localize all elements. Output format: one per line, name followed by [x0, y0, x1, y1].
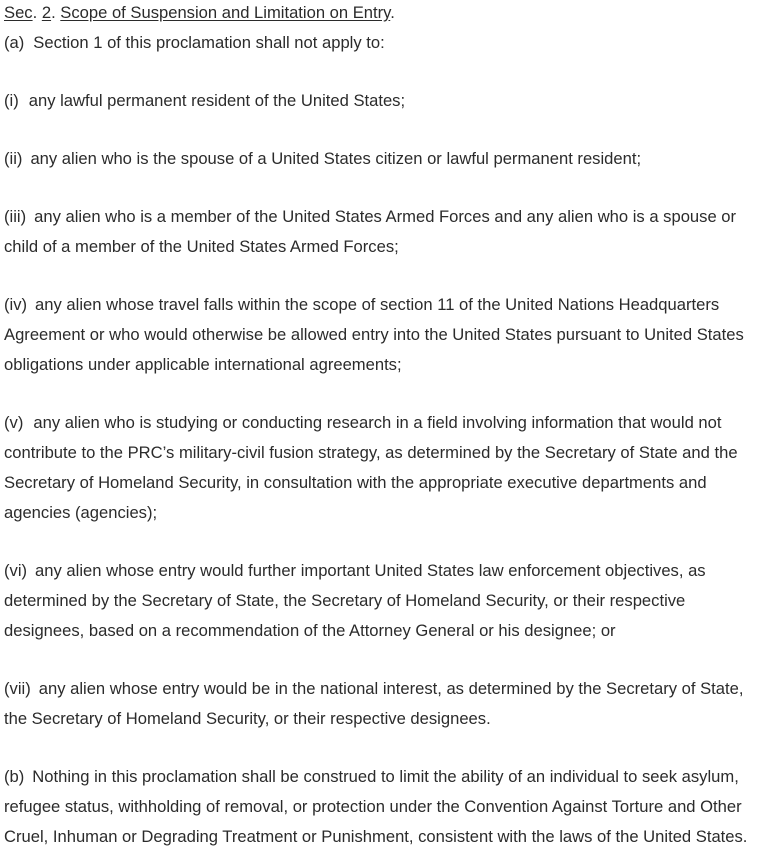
item-text: any lawful permanent resident of the United States;	[28, 91, 406, 110]
section-title: Scope of Suspension and Limitation on Entry	[60, 3, 391, 22]
list-item	[4, 86, 762, 116]
item-text: any alien whose entry would be in the national interest, as determined by the Secretary of State, the Secretary of Homeland Security, or their respective designees.	[4, 679, 744, 728]
paragraph-marker: (b)	[4, 767, 25, 786]
list-item	[4, 202, 762, 262]
list-item	[4, 556, 762, 646]
item-marker: (i)	[4, 91, 19, 110]
section-separator: .	[32, 3, 42, 22]
list-item	[4, 408, 762, 528]
section-label: Sec	[4, 3, 33, 22]
item-text: any alien who is studying or conducting research in a field involving information that would not contribute to the PRC’s military-civil fusion strategy, as determined by the Secretary of State and the Secretary of Homeland Security, in consultation with the appropriate executive departments and agencies (agencies);	[4, 413, 738, 522]
section-number: 2	[41, 3, 52, 22]
item-marker: (iv)	[4, 295, 28, 314]
item-text: any alien whose entry would further important United States law enforcement objectives, as determined by the Secretary of State, the Secretary of Homeland Security, or their respective designees, based on a recommendation of the Attorney General or his designee; or	[4, 561, 706, 640]
list-item	[4, 144, 762, 174]
item-marker: (iii)	[4, 207, 27, 226]
item-marker: (ii)	[4, 149, 23, 168]
paragraph-marker: (a)	[4, 33, 25, 52]
list-item	[4, 290, 762, 380]
item-marker: (vi)	[4, 561, 28, 580]
item-text: any alien who is a member of the United States Armed Forces and any alien who is a spouse or child of a member of the United States Armed Forces;	[4, 207, 737, 256]
section-title-end: .	[390, 3, 395, 22]
item-marker: (v)	[4, 413, 24, 432]
item-text: any alien whose travel falls within the scope of section 11 of the United Nations Headquarters Agreement or who would otherwise be allowed entry into the United States pursuant to United States obligations under applicable international agreements;	[4, 295, 744, 374]
paragraph-text: Section 1 of this proclamation shall not apply to:	[33, 33, 385, 52]
paragraph-a	[4, 28, 762, 58]
paragraph-b	[4, 762, 762, 852]
paragraph-text: Nothing in this proclamation shall be construed to limit the ability of an individual to seek asylum, refugee status, withholding of removal, or protection under the Convention Against Torture and Other Cruel, Inhuman or Degrading Treatment or Punishment, consistent with the laws of the United States.	[4, 767, 748, 846]
section-separator: .	[51, 3, 61, 22]
item-marker: (vii)	[4, 679, 31, 698]
section-heading	[4, 0, 762, 28]
list-item	[4, 674, 762, 734]
item-text: any alien who is the spouse of a United States citizen or lawful permanent resident;	[30, 149, 642, 168]
